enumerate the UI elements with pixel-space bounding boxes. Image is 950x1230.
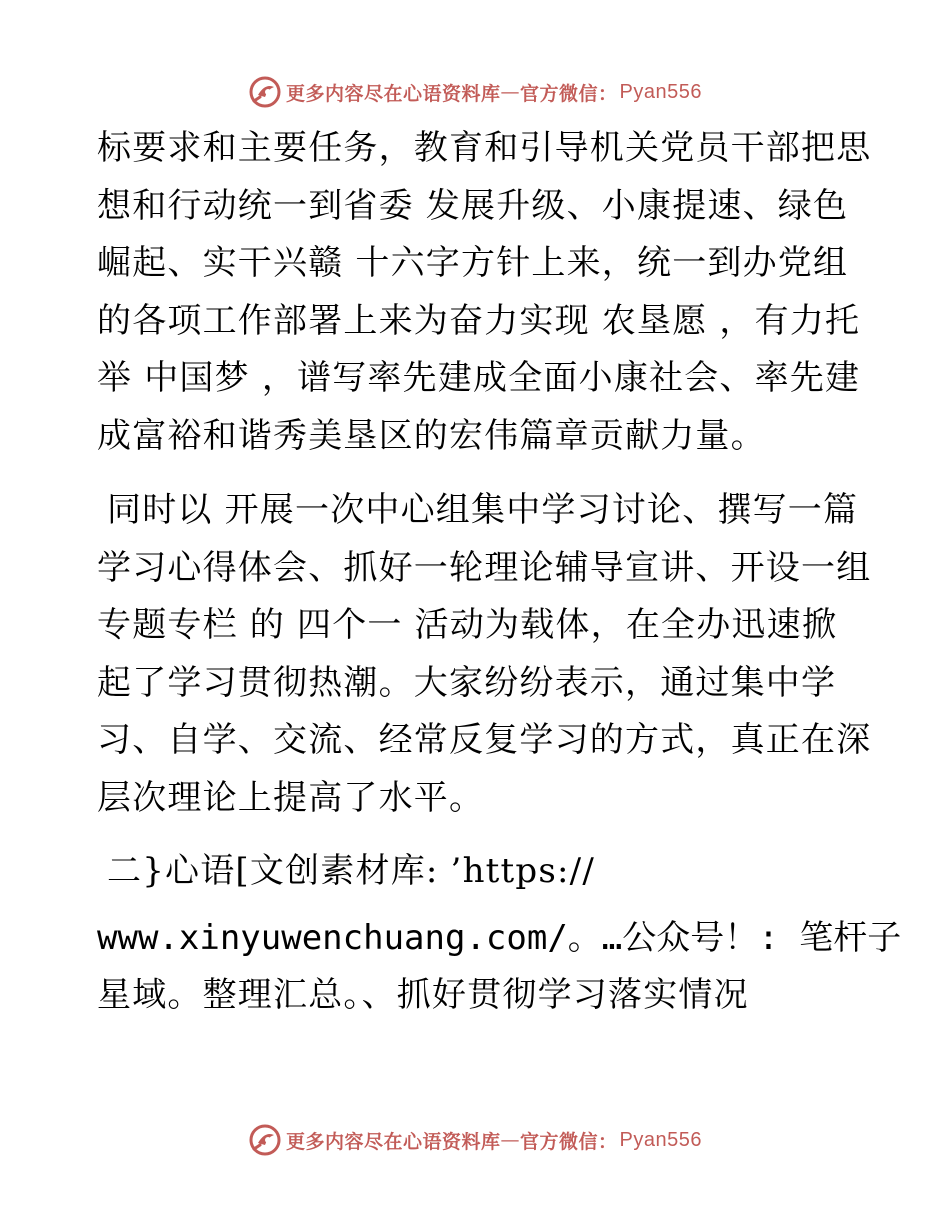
text-line: 标要求和主要任务，教育和引导机关党员干部把思: [97, 128, 872, 168]
document-body: [97, 120, 902, 1025]
text-line: 举 中国梦 ，谱写率先建成全面小康社会、率先建: [97, 358, 861, 398]
text-line: 的各项工作部署上来为奋力实现 农垦愿 ，有力托: [97, 300, 861, 341]
paragraph-2: [97, 482, 872, 827]
footer-watermark-banner: [0, 1120, 950, 1160]
text-line: 二}心语[文创素材库: ’https://: [107, 851, 595, 891]
footer-banner-title: 更多内容尽在心语资料库: [286, 1130, 501, 1153]
text-line: 同时以 开展一次中心组集中学习讨论、撰写一篇: [107, 490, 859, 530]
header-banner-wechat-label: 官方微信：: [520, 82, 618, 105]
text-line: 崛起、实干兴赣 十六字方针上来，统一到办党组: [97, 243, 849, 283]
footer-banner-dash: —: [500, 1129, 521, 1151]
text-line: 想和行动统一到省委 发展升级、小康提速、绿色: [97, 185, 849, 226]
text-line: 起了学习贯彻热潮。大家纷纷表示，通过集中学: [97, 662, 837, 703]
text-line: 星域。整理汇总。、抓好贯彻学习落实情况: [97, 975, 749, 1015]
text-line: 学习心得体会、抓好一轮理论辅导宣讲、开设一组: [97, 547, 872, 588]
header-watermark-banner: [0, 72, 950, 112]
paragraph-1: [97, 120, 872, 465]
footer-banner-wechat-label: 官方微信：: [520, 1130, 618, 1153]
paragraph-3: [97, 843, 902, 1025]
text-line-url: www.xinyuwenchuang.com/。…公众号！: 笔杆子: [97, 917, 902, 958]
header-banner-dash: —: [500, 81, 521, 103]
header-banner-wechat-id: Pyan556: [619, 80, 702, 103]
text-line: 成富裕和谐秀美垦区的宏伟篇章贡献力量。: [97, 415, 766, 456]
xinyu-logo-icon: [248, 75, 282, 109]
footer-banner-wechat-id: Pyan556: [619, 1128, 702, 1151]
xinyu-logo-icon: [248, 1123, 282, 1157]
text-line: 层次理论上提高了水平。: [97, 777, 485, 818]
text-line: 习、自学、交流、经常反复学习的方式，真正在深: [97, 720, 872, 760]
header-banner-title: 更多内容尽在心语资料库: [286, 82, 501, 105]
text-line: 专题专栏 的 四个一 活动为载体，在全办迅速掀: [97, 605, 838, 645]
